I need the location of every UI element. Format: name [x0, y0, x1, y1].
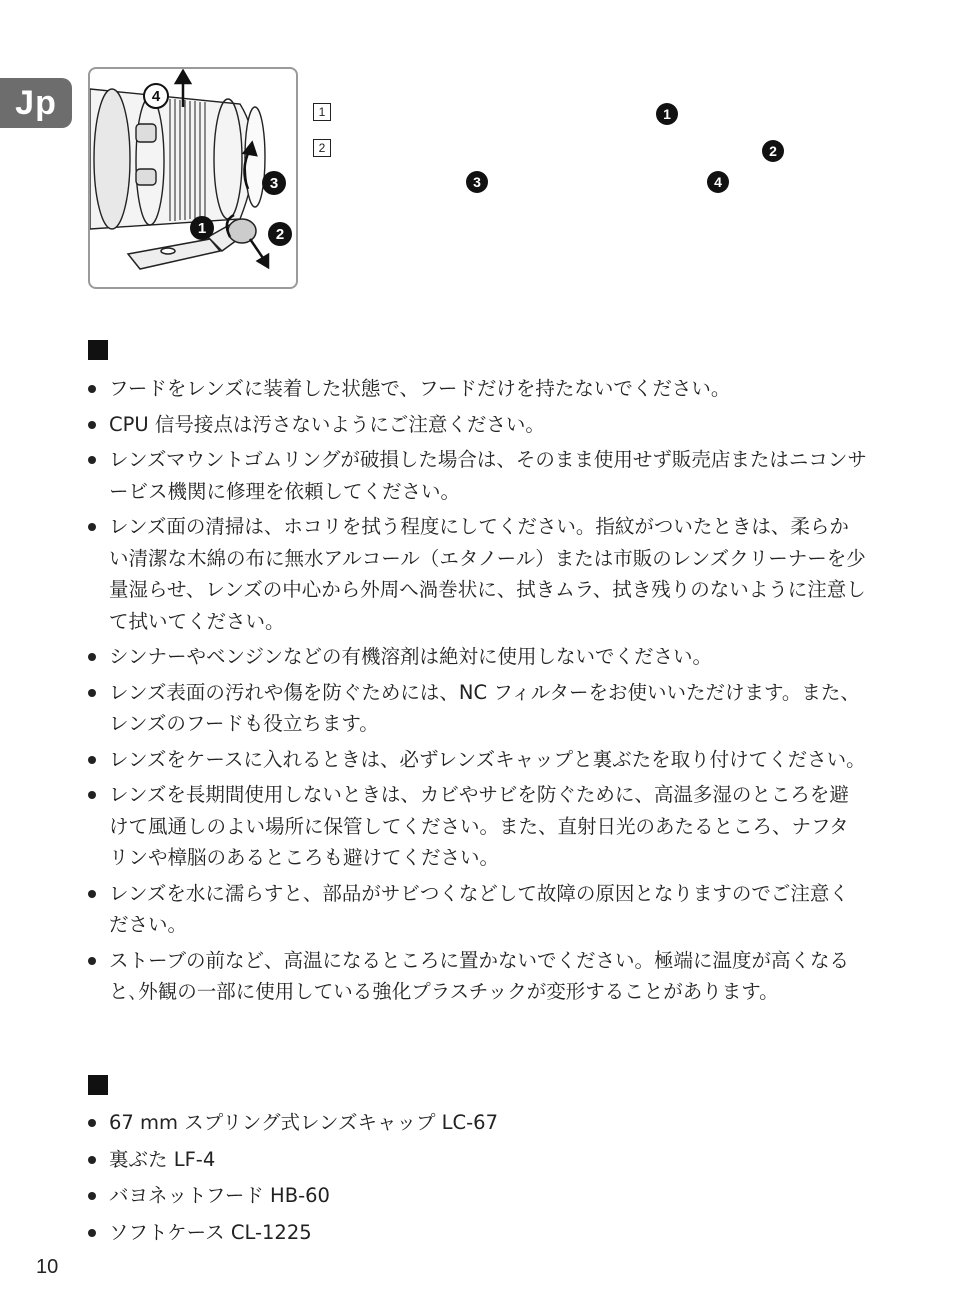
step-2-continued: [313, 175, 873, 205]
list-item: レンズをケースに入れるときは、必ずレンズキャップと裏ぶたを取り付けてください。: [87, 744, 867, 776]
svg-text:1: 1: [197, 220, 207, 237]
svg-text:2: 2: [275, 226, 285, 243]
section-marker-notes: [88, 340, 108, 360]
svg-text:3: 3: [269, 175, 279, 192]
step-list: [313, 103, 873, 205]
list-item: レンズを長期間使用しないときは、カビやサビを防ぐために、高温多湿のところを避けて風通しのよい場所に保管してください。また、直射日光のあたるところ、ナフタリンや樟脳のあるところも避けてください。: [87, 779, 867, 874]
list-item: レンズ面の清掃は、ホコリを拭う程度にしてください。指紋がついたときは、柔らかい清潔な木綿の布に無水アルコール（エタノール）または市販のレンズクリーナーを少量湿らせ、レンズの中心から外周へ渦巻状に、拭きムラ、拭き残りのないように注意して拭いてください。: [87, 511, 867, 637]
accessories-list: [87, 1107, 867, 1253]
list-item: ソフトケース CL-1225: [87, 1217, 867, 1249]
callout-1: [190, 216, 214, 240]
list-item: 裏ぶた LF-4: [87, 1144, 867, 1176]
marker-circle: 4: [707, 171, 729, 193]
lens-illustration: [88, 67, 298, 289]
step-2: [313, 139, 873, 175]
list-item: 67 mm スプリング式レンズキャップ LC-67: [87, 1107, 867, 1139]
list-item: レンズを水に濡らすと、部品がサビつくなどして故障の原因となりますのでご注意ください。: [87, 878, 867, 941]
list-item: ストーブの前など、高温になるところに置かないでください。極端に温度が高くなると､外観の一部に使用している強化プラスチックが変形することがあります。: [87, 945, 867, 1008]
page-number: 10: [36, 1256, 59, 1278]
svg-text:4: 4: [151, 88, 161, 105]
callout-4: [144, 84, 168, 108]
list-item: バヨネットフード HB-60: [87, 1180, 867, 1212]
callout-2: [268, 222, 292, 246]
step-number: 1: [313, 103, 331, 121]
list-item: レンズ表面の汚れや傷を防ぐためには、NC フィルターをお使いいただけます。また、レンズのフードも役立ちます。: [87, 677, 867, 740]
marker-circle: 1: [656, 103, 678, 125]
marker-circle: 3: [466, 171, 488, 193]
list-item: レンズマウントゴムリングが破損した場合は、そのまま使用せず販売店またはニコンサービス機関に修理を依頼してください。: [87, 444, 867, 507]
notes-list: [87, 373, 867, 1012]
lens-barrel-drawing: [90, 89, 265, 229]
list-item: シンナーやベンジンなどの有機溶剤は絶対に使用しないでください。: [87, 641, 867, 673]
callout-3: [262, 171, 286, 195]
section-marker-accessories: [88, 1075, 108, 1095]
step-1: [313, 103, 873, 139]
language-tab: Jp: [0, 78, 72, 128]
list-item: CPU 信号接点は汚さないようにご注意ください。: [87, 409, 867, 441]
step-number: 2: [313, 139, 331, 157]
marker-circle: 2: [762, 140, 784, 162]
list-item: フードをレンズに装着した状態で、フードだけを持たないでください。: [87, 373, 867, 405]
